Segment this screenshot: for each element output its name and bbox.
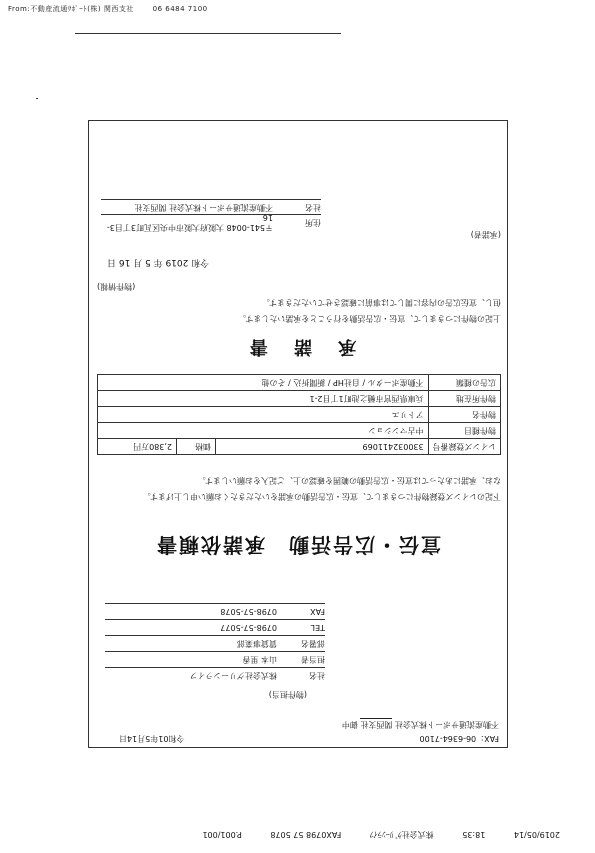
consent-paragraph-2: 但し、宣伝広告の内容に関しては事前に確認させていただきます。 — [261, 298, 501, 307]
table-row — [98, 391, 501, 407]
recipient — [342, 719, 499, 729]
table-row — [98, 423, 501, 439]
property-table — [97, 374, 501, 455]
request-title: 宣伝・広告活動 承諾依頼書 — [155, 533, 441, 557]
reply-row — [101, 199, 321, 214]
reply-date: 令和 2019 年 5 月 16 日 — [107, 257, 210, 267]
sender-value: 山本 里香 — [242, 655, 277, 665]
row-value: アトリエ — [98, 407, 429, 423]
fax-footer — [40, 818, 560, 840]
reply-block — [97, 199, 501, 267]
sender-row — [105, 635, 325, 651]
fax-form — [88, 120, 508, 748]
sender-key: 社名 — [309, 671, 325, 681]
row-value: 中古マンション — [98, 423, 429, 439]
row-value: 330032411069 — [216, 439, 429, 455]
reply-row — [101, 213, 321, 232]
table-row — [98, 375, 501, 391]
sender-value: 0798-57-5077 — [220, 623, 277, 633]
row-key: 広告の種類 — [428, 375, 500, 391]
sender-key: 担当者 — [301, 655, 325, 665]
fax-header-sender: From:不動産流通ｻﾎﾟｰﾄ(株) 関西支社 — [8, 5, 134, 13]
row-key: 物件所在地 — [428, 391, 500, 407]
row-key: レインズ登録番号 — [428, 439, 500, 455]
sender-row — [105, 619, 325, 635]
consent-title: 承 諾 書 — [239, 336, 357, 357]
date-sent: 令和01年5月14日 — [119, 734, 185, 743]
table-row — [98, 439, 501, 455]
sender-row — [105, 667, 325, 683]
row-extra-value: 2,380万円 — [98, 439, 177, 455]
row-value: 兵庫県西宮市樋之池町1丁目2-1 — [98, 391, 429, 407]
consent-label: (物件情報) — [97, 282, 136, 291]
consent-paragraph: 上記の物件につきまして、宣伝・広告活動を行うことを承諾いたします。 — [237, 314, 501, 323]
sender-value: 0798-57-5078 — [220, 607, 277, 617]
reply-value: 不動産流通サポート株式会社 関西支社 — [134, 203, 273, 212]
fax-header-phone: 06 6484 7100 — [152, 5, 208, 13]
fax-header — [8, 4, 224, 14]
sender-label: (物件担当) — [268, 690, 307, 699]
reply-key: 住所 — [305, 218, 321, 227]
sender-value: 賃貸事業部 — [237, 639, 277, 649]
footer-date: 2019/05/14 — [513, 830, 560, 839]
sender-key: 部署名 — [301, 639, 325, 649]
reply-key: 社名 — [305, 203, 321, 212]
reply-value: 〒541-0048 大阪府大阪市中央区瓦町3丁目3-16 — [106, 213, 273, 232]
table-row — [98, 407, 501, 423]
footer-page: P.001/001 — [202, 830, 242, 839]
fax-line: FAX：06-6364-7100 — [419, 734, 499, 743]
recipient-suffix: 御中 — [341, 720, 358, 729]
row-key: 物件名 — [428, 407, 500, 423]
row-key: 物件種目 — [428, 423, 500, 439]
recipient-dept: 関西支社 — [360, 720, 393, 729]
sender-block — [105, 603, 325, 683]
sender-key: TEL — [310, 623, 325, 633]
scan-speck — [36, 98, 38, 99]
footer-time: 18:35 — [462, 830, 486, 839]
footer-fax: FAX0798 57 5078 — [270, 830, 342, 839]
request-paragraph: 下記のレインズ登録物件につきまして、宣伝・広告活動の承諾をいただきたくお願い申し上げます。 — [142, 492, 501, 501]
sender-row — [105, 603, 325, 619]
header-rule — [75, 33, 341, 34]
sender-key: FAX — [310, 607, 325, 617]
sender-row — [105, 651, 325, 667]
row-extra-key: 価格 — [177, 439, 216, 455]
reply-party-label: (承諾者) — [470, 230, 501, 239]
recipient-company: 不動産流通サポート株式会社 — [395, 720, 499, 729]
footer-company: 株式会社ｸﾞﾘｰﾝﾗｲﾌ — [369, 830, 434, 839]
row-value: 不動産ポータル / 自社HP / 新聞折込 / その他 — [98, 375, 429, 391]
sender-value: 株式会社グリーンライフ — [189, 671, 277, 681]
request-paragraph-2: なお、承諾にあたっては宣伝・広告活動の範囲を確認の上、ご記入をお願いします。 — [197, 476, 501, 485]
